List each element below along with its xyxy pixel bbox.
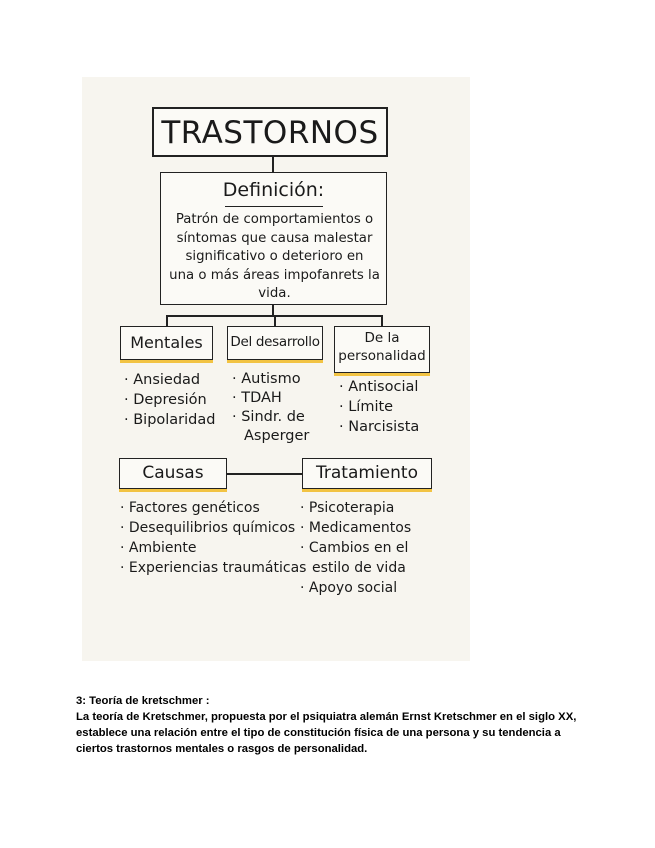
list-item: · Psicoterapia <box>300 500 395 516</box>
list-item-continuation: estilo de vida <box>312 560 406 576</box>
list-item: · Cambios en el <box>300 540 409 556</box>
list-item: · Límite <box>339 399 394 415</box>
definition-heading-underline <box>225 206 323 207</box>
definition-box <box>160 172 387 305</box>
list-personalidad <box>339 377 419 437</box>
title-text: TRASTORNOS <box>161 115 379 151</box>
category-underline-personalidad <box>334 373 430 376</box>
title-box <box>152 107 388 157</box>
caption-heading: 3: Teoría de kretschmer : <box>76 695 210 707</box>
definition-line: una o más áreas impofanrets la <box>169 267 380 283</box>
list-item: · Experiencias traumáticas <box>120 560 307 576</box>
category-box-personalidad <box>334 326 430 373</box>
list-item: · Ansiedad <box>124 372 201 388</box>
definition-line: vida. <box>258 286 291 302</box>
tratamiento-label: Tratamiento <box>316 463 418 483</box>
document-caption <box>76 693 596 757</box>
list-item: · Antisocial <box>339 379 419 395</box>
list-item: · Sindr. de <box>232 409 305 425</box>
category-box-desarrollo <box>227 326 323 360</box>
tratamiento-box <box>302 458 432 489</box>
list-item-continuation: Asperger <box>244 428 310 444</box>
caption-body: La teoría de Kretschmer, propuesta por el psiquiatra alemán Ernst Kretschmer en el siglo XX, establece una relación entre el tipo de constitución física de una persona y su tendencia a ciertos trastornos mentales o rasgos de personalidad. <box>76 711 577 755</box>
definition-line: síntomas que causa malestar <box>176 230 373 246</box>
list-item: · Depresión <box>124 392 207 408</box>
list-item: · Medicamentos <box>300 520 412 536</box>
list-item: · Factores genéticos <box>120 500 260 516</box>
connector-branch-personalidad <box>381 315 383 326</box>
definition-line: Patrón de comportamientos o <box>175 212 374 227</box>
definition-line: significativo o deterioro en <box>185 249 364 265</box>
connector-title-definition <box>272 157 274 172</box>
list-causas <box>120 498 306 578</box>
list-item: · Ambiente <box>120 540 197 556</box>
list-mentales <box>124 370 215 430</box>
definition-text <box>167 211 382 304</box>
connector-definition-branches <box>272 305 274 315</box>
list-item: · Bipolaridad <box>124 412 216 428</box>
list-tratamiento <box>300 498 411 598</box>
category-label-personalidad-2: personalidad <box>338 348 426 364</box>
causas-box <box>119 458 227 489</box>
connector-branch-mentales <box>166 315 168 326</box>
list-item: · Autismo <box>232 371 301 387</box>
connector-causas-tratamiento <box>227 473 302 475</box>
tratamiento-underline <box>302 489 432 492</box>
list-item: · Apoyo social <box>300 580 398 596</box>
category-label-personalidad-1: De la <box>364 330 400 346</box>
causas-underline <box>119 489 227 492</box>
list-item: · Desequilibrios químicos <box>120 520 296 536</box>
definition-heading: Definición: <box>222 179 325 201</box>
list-desarrollo <box>232 370 309 446</box>
category-label-mentales: Mentales <box>130 333 203 352</box>
category-underline-mentales <box>120 360 213 363</box>
category-box-mentales <box>120 326 213 360</box>
connector-branch-desarrollo <box>274 315 276 326</box>
causas-label: Causas <box>142 463 204 483</box>
category-underline-desarrollo <box>227 360 323 363</box>
list-item: · Narcisista <box>339 419 420 435</box>
category-label-desarrollo: Del desarrollo <box>230 334 320 350</box>
concept-map-image <box>82 77 470 661</box>
list-item: · TDAH <box>232 390 282 406</box>
